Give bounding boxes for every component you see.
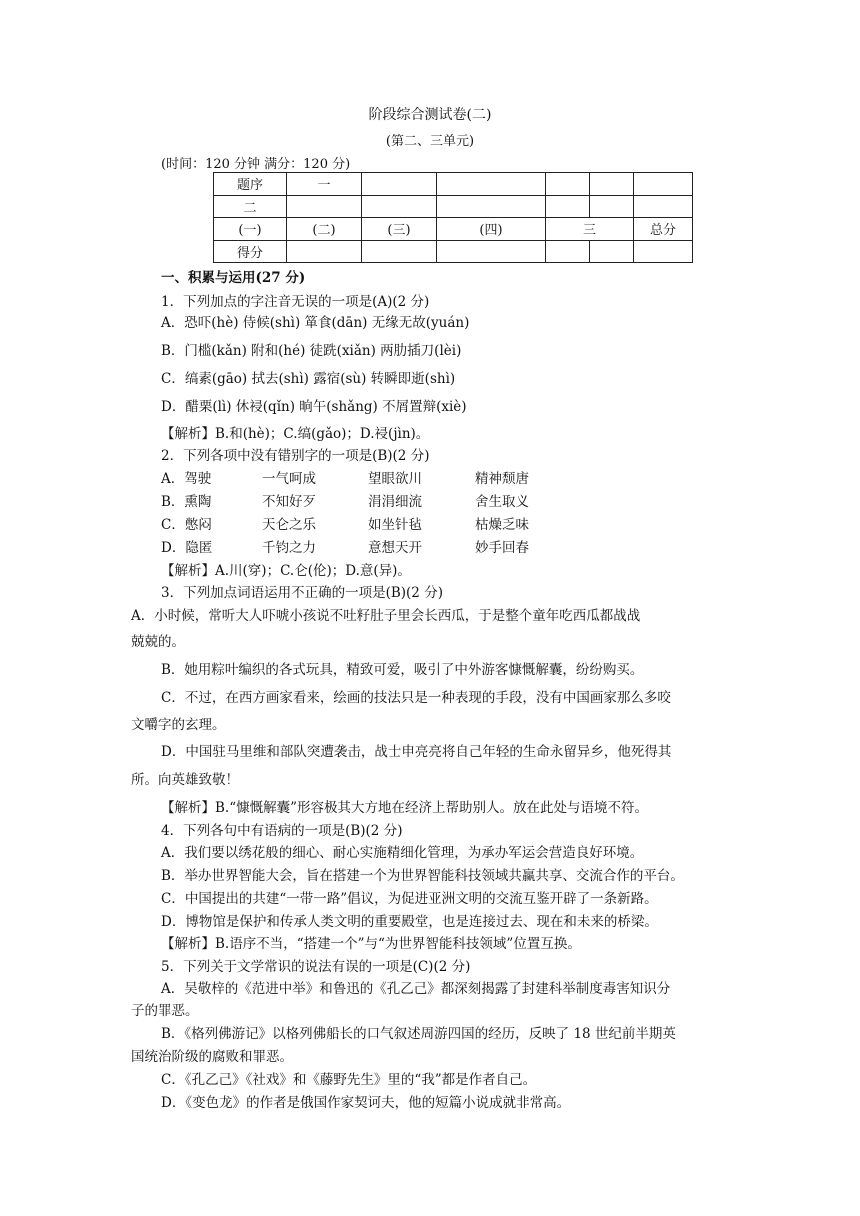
option-line: C．不过，在西方画家看来，绘画的技法只是一种表现的手段，没有中国画家那么多咬 (161, 690, 671, 706)
option-word: D．隐匿 (161, 540, 213, 556)
table-cell (546, 195, 590, 218)
option-line: 所。向英雄致敬！ (131, 772, 239, 788)
option-line: 文嚼字的玄理。 (131, 717, 226, 733)
option-word: 精神颓唐 (475, 471, 529, 487)
option-line: 子的罪恶。 (131, 1003, 199, 1019)
analysis-text: 【解析】B.语序不当，“搭建一个”与“为世界智能科技领域”位置互换。 (161, 936, 581, 952)
table-row (214, 195, 693, 218)
option-word: 枯燥乏味 (475, 517, 529, 533)
option-line: B．她用粽叶编织的各式玩具，精致可爱，吸引了中外游客慷慨解囊，纷纷购买。 (161, 662, 644, 678)
table-cell: (二) (287, 218, 362, 241)
table-cell (437, 240, 546, 263)
option-word: 千钧之力 (262, 540, 316, 556)
question-stem: 5．下列关于文学常识的说法有误的一项是(C)(2 分) (161, 959, 471, 975)
analysis-text: 【解析】B.“慷慨解囊”形容极其大方地在经济上帮助别人。放在此处与语境不符。 (161, 800, 649, 816)
option-line: D．中国驻马里维和部队突遭袭击，战士申亮亮将自己年轻的生命永留异乡，他死得其 (161, 744, 672, 760)
table-cell: 二 (214, 195, 287, 218)
option-line: C．中国提出的共建“一带一路”倡议，为促进亚洲文明的交流互鉴开辟了一条新路。 (161, 891, 658, 907)
option-line: A．我们要以绣花般的细心、耐心实施精细化管理，为承办军运会营造良好环境。 (161, 845, 644, 861)
option-word: 意想天开 (368, 540, 422, 556)
option-line: 兢兢的。 (131, 634, 185, 650)
table-row (214, 240, 693, 263)
option-line: B．举办世界智能大会，旨在搭建一个为世界智能科技领域共赢共享、交流合作的平台。 (161, 868, 684, 884)
table-cell (634, 173, 693, 196)
table-cell (287, 195, 362, 218)
option-word: B．熏陶 (161, 494, 212, 510)
question-stem: 1．下列加点的字注音无误的一项是(A)(2 分) (161, 294, 430, 310)
option-line: A．恐吓(hè) 侍候(shì) 箪食(dān) 无缘无故(yuán) (161, 315, 470, 331)
table-cell: 一 (287, 173, 362, 196)
table-cell: 三 (546, 218, 634, 241)
table-cell (362, 195, 437, 218)
table-row (214, 218, 693, 241)
table-cell (362, 240, 437, 263)
page-title: 阶段综合测试卷(二) (368, 107, 492, 123)
table-cell: (四) (437, 218, 546, 241)
question-stem: 4．下列各句中有语病的一项是(B)(2 分) (161, 823, 403, 839)
table-cell: 总分 (634, 218, 693, 241)
analysis-text: 【解析】A.川(穿)；C.仑(伦)；D.意(异)。 (161, 563, 411, 579)
option-line: D．《变色龙》的作者是俄国作家契诃夫，他的短篇小说成就非常高。 (161, 1095, 571, 1111)
table-cell: (一) (214, 218, 287, 241)
analysis-text: 【解析】B.和(hè)；C.缟(gǎo)；D.祲(jìn)。 (161, 426, 430, 442)
option-word: C．憋闷 (161, 517, 212, 533)
option-line: A．小时候，常听大人吓唬小孩说不吐籽肚子里会长西瓜，于是整个童年吃西瓜都战战 (131, 608, 641, 624)
option-line: 国统治阶级的腐败和罪恶。 (131, 1049, 293, 1065)
option-line: B．《格列佛游记》以格列佛船长的口气叙述周游四国的经历，反映了 18 世纪前半期英 (161, 1026, 676, 1042)
table-cell (590, 240, 634, 263)
question-stem: 2．下列各项中没有错别字的一项是(B)(2 分) (161, 448, 430, 464)
table-cell: (三) (362, 218, 437, 241)
table-cell (362, 173, 437, 196)
table-row (214, 173, 693, 196)
option-line: D．博物馆是保护和传承人类文明的重要殿堂，也是连接过去、现在和未来的桥梁。 (161, 914, 658, 930)
option-line: A．吴敬梓的《范进中举》和鲁迅的《孔乙己》都深刻揭露了封建科举制度毒害知识分 (161, 981, 671, 997)
option-line: C．《孔乙己》《社戏》和《藤野先生》里的“我”都是作者自己。 (161, 1072, 537, 1088)
table-cell (546, 240, 590, 263)
table-cell (437, 195, 546, 218)
table-cell (634, 195, 693, 218)
table-cell: 得分 (214, 240, 287, 263)
option-word: 望眼欲川 (368, 471, 422, 487)
time-score-info: (时间：120 分钟 满分：120 分) (161, 157, 351, 172)
table-cell (590, 173, 634, 196)
option-line: C．缟素(gāo) 拭去(shì) 露宿(sù) 转瞬即逝(shì) (161, 371, 456, 387)
option-word: 涓涓细流 (368, 494, 422, 510)
table-cell (287, 240, 362, 263)
option-line: B．门槛(kǎn) 附和(hé) 徒跣(xiǎn) 两肋插刀(lèi) (161, 343, 462, 359)
option-word: 一气呵成 (262, 471, 316, 487)
option-word: 如坐针毡 (368, 517, 422, 533)
page-subtitle: (第二、三单元) (385, 134, 475, 149)
option-word: A．驾驶 (161, 471, 212, 487)
table-cell (590, 195, 634, 218)
option-word: 妙手回春 (475, 540, 529, 556)
option-word: 舍生取义 (475, 494, 529, 510)
table-cell (437, 173, 546, 196)
option-line: D．醋栗(lì) 休祲(qǐn) 晌午(shǎng) 不屑置辩(xiè) (161, 399, 467, 415)
section-heading: 一、积累与运用(27 分) (161, 270, 306, 286)
table-cell (634, 240, 693, 263)
score-table (213, 172, 693, 263)
table-cell (546, 173, 590, 196)
option-word: 不知好歹 (262, 494, 316, 510)
option-word: 天仑之乐 (262, 517, 316, 533)
question-stem: 3．下列加点词语运用不正确的一项是(B)(2 分) (161, 585, 443, 601)
table-cell: 题序 (214, 173, 287, 196)
